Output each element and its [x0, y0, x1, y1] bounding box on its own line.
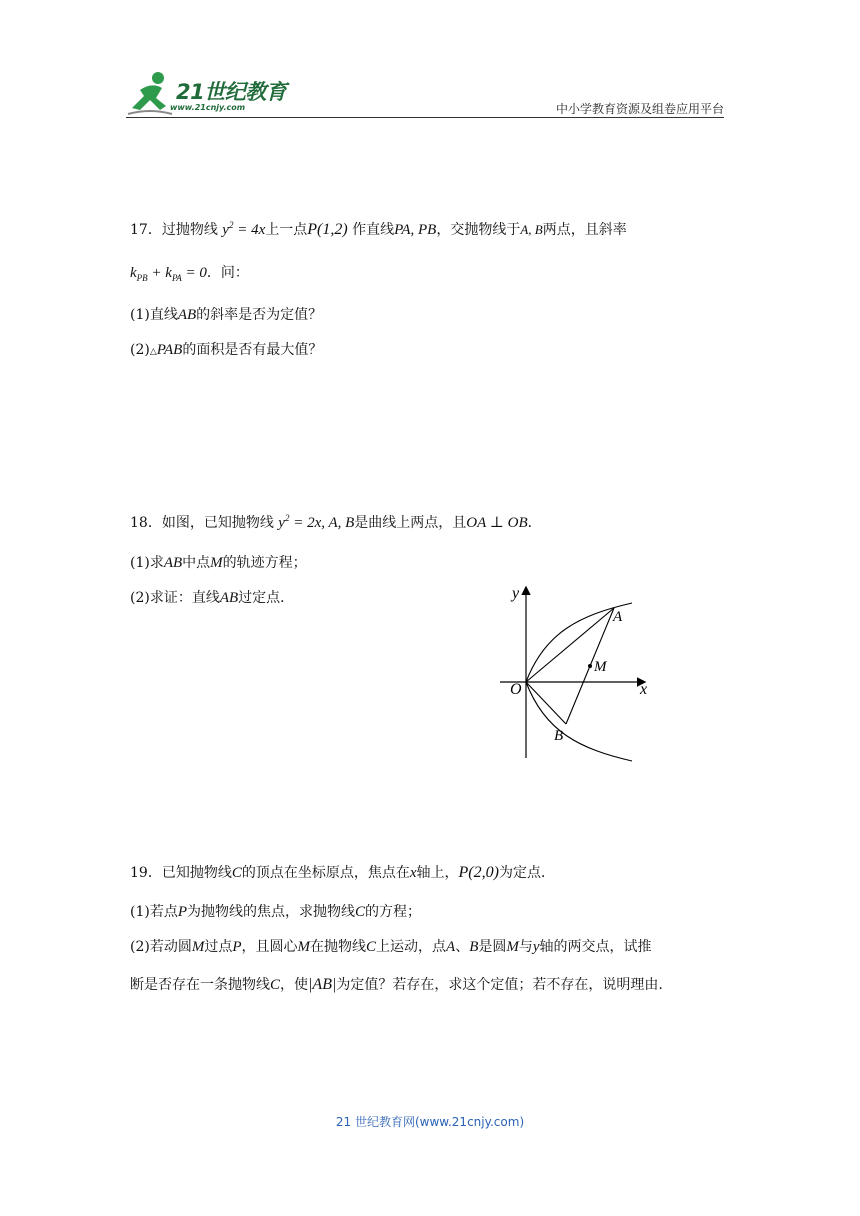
math-c4: C — [270, 977, 281, 993]
label-b: B — [554, 728, 564, 744]
math-parabola: $y^2 = 4x$ — [222, 220, 266, 238]
q19-part2-line1: (2)若动圆M过点P，且圆心M在抛物线C上运动，点A、B是圆M与y轴的两交点，试推 — [130, 939, 652, 955]
math-ab-seg: AB — [163, 555, 183, 571]
q19-stem: 19．已知抛物线C的顶点在坐标原点，焦点在x轴上，P(2,0)为定点． — [130, 864, 555, 881]
header-divider — [126, 117, 724, 118]
runner-logo-icon — [126, 70, 176, 118]
label-m: M — [594, 659, 607, 675]
math-p20: P(2,0) — [458, 864, 499, 881]
math-lines: PA, PB — [394, 222, 437, 238]
q19-part2-line2: 断是否存在一条抛物线C，使|AB|为定值？若存在，求这个定值；若不存在，说明理由. — [130, 976, 663, 993]
math-c: C — [231, 865, 242, 881]
math-ab-line2: AB — [219, 590, 239, 606]
math-a: A — [446, 939, 456, 955]
q17-stem-line1: 17．过抛物线 $y^2 = 4x$上一点P(1,2) 作直线PA, PB，交抛物线于A, B两点，且斜率 — [130, 220, 627, 238]
q17-number: 17． — [130, 222, 162, 238]
q18-number: 18． — [130, 515, 162, 531]
parabola-figure — [490, 582, 670, 762]
math-m4: M — [506, 939, 519, 955]
logo-url: www.21cnjy.com — [170, 103, 246, 112]
math-triangle-pab: △PAB — [149, 342, 183, 358]
math-m2: M — [191, 939, 205, 955]
math-b: B — [469, 939, 479, 955]
logo-text: 21世纪教育 — [176, 80, 287, 104]
q17-part2: (2)△PAB的面积是否有最大值？ — [130, 342, 323, 358]
math-point-p: P(1,2) — [307, 221, 348, 238]
math-m3: M — [297, 939, 311, 955]
q19-part1: (1)若点P为抛物线的焦点，求抛物线C的方程； — [130, 904, 422, 920]
q17-part1: (1)直线AB的斜率是否为定值？ — [130, 307, 323, 323]
math-ab: A, B — [520, 222, 543, 237]
label-o: O — [510, 681, 522, 698]
platform-tagline: 中小学教育资源及组卷应用平台 — [555, 102, 724, 116]
math-parabola-2x: $y^2 = 2x$, A, B — [278, 513, 355, 531]
q18-stem: 18．如图，已知抛物线 $y^2 = 2x$, A, B是曲线上两点，且OA ⊥ OB． — [130, 513, 542, 531]
math-slope-sum: $k_{PB} + k_{PA} = 0$ — [130, 265, 207, 283]
math-x: x — [409, 865, 417, 881]
label-a: A — [613, 609, 623, 625]
q19-number: 19． — [130, 865, 162, 881]
math-abs-ab: |AB| — [308, 976, 337, 993]
math-y: y — [532, 939, 540, 955]
footer-credit: 21 世纪教育网(www.21cnjy.com) — [335, 1115, 525, 1129]
label-y: y — [512, 585, 520, 602]
q18-part1: (1)求AB中点M的轨迹方程； — [130, 555, 307, 571]
q18-part2: (2)求证：直线AB过定点． — [130, 590, 295, 606]
math-p: P — [177, 904, 188, 920]
math-m: M — [210, 555, 223, 571]
math-ab-line: AB — [177, 307, 197, 323]
midpoint-m — [588, 664, 592, 668]
math-p2: P — [232, 939, 242, 955]
label-x: x — [640, 681, 648, 698]
q17-stem-line2: $k_{PB} + k_{PA} = 0$．问： — [130, 265, 249, 283]
math-perpendicular: OA ⊥ OB — [466, 515, 528, 531]
brand-logo — [126, 70, 296, 118]
math-c2: C — [355, 904, 366, 920]
math-c3: C — [366, 939, 377, 955]
